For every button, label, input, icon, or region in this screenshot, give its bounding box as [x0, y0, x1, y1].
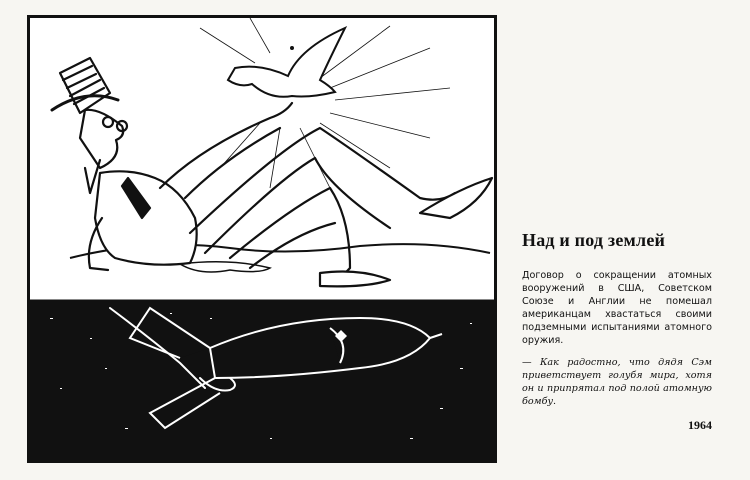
caption-block [522, 230, 712, 433]
caption-quote: — Как радостно, что дядя Сэм приветствует голубя мира, хотя он и припрятал под полой атомную бомбу. [522, 357, 712, 407]
caption-title: Над и под землей [522, 230, 666, 250]
cartoon-drawing [30, 18, 494, 460]
underground-area [30, 301, 494, 460]
cartoon-illustration [27, 15, 497, 463]
caption-body: Договор о сокращении атомных вооружений в США, Советском Союзе и Англии не помешал американцам хвастаться своими подземными испытаниями атомного оружия. [522, 270, 712, 346]
caption-year: 1964 [688, 418, 712, 432]
dove-of-peace [228, 28, 345, 97]
